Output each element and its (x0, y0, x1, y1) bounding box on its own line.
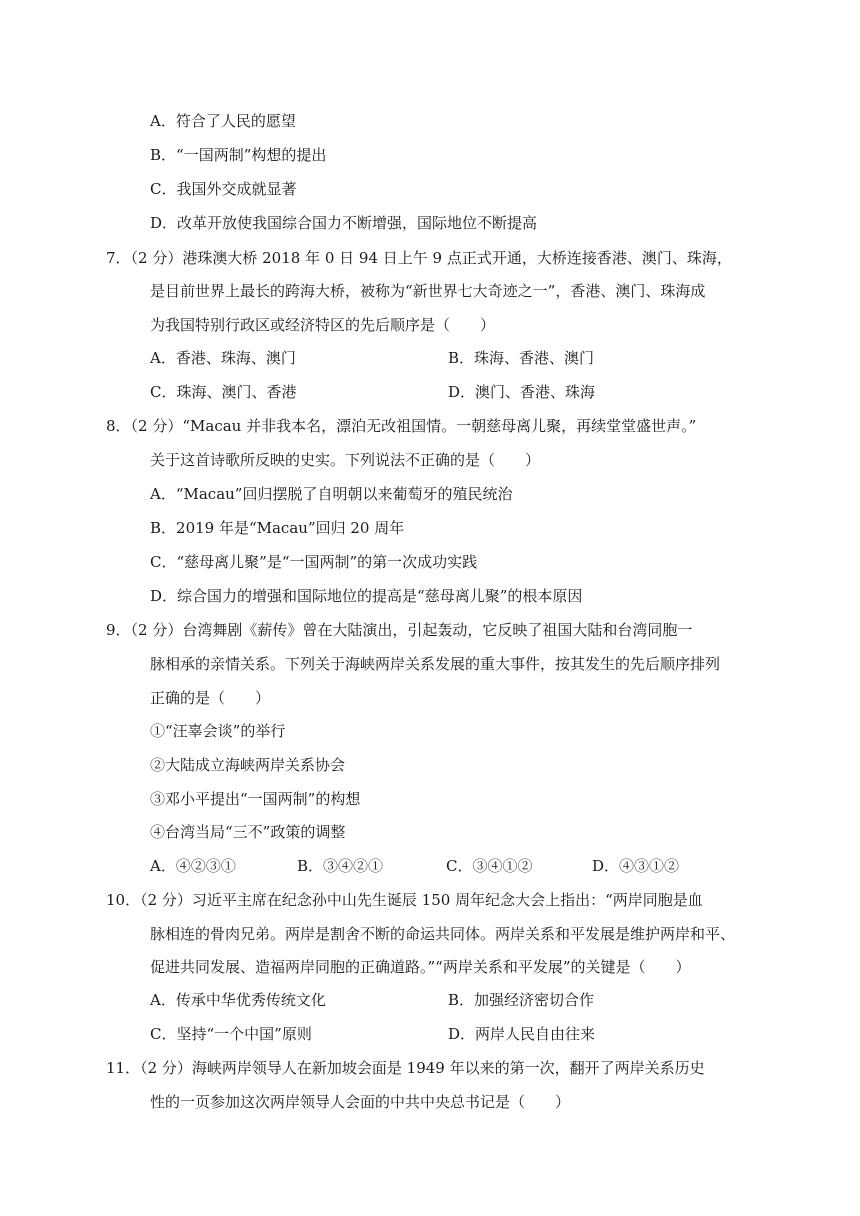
q8-option-a: A．“Macau”回归摆脱了自明朝以来葡萄牙的殖民统治 (150, 485, 513, 503)
q10-option-c: C．坚持“一个中国”原则 (150, 1025, 312, 1043)
q9-stem-line-1: 9．（2 分）台湾舞剧《薪传》曾在大陆演出，引起轰动，它反映了祖国大陆和台湾同胞一 (106, 621, 693, 639)
q10-stem-line-1: 10．（2 分）习近平主席在纪念孙中山先生诞辰 150 周年纪念大会上指出：“两岸同胞是血 (106, 891, 703, 909)
q9-option-b: B．③④②① (297, 857, 384, 875)
q9-item-2: ②大陆成立海峡两岸关系协会 (150, 756, 346, 774)
q7-option-c: C．珠海、澳门、香港 (150, 383, 297, 401)
q7-option-d: D．澳门、香港、珠海 (448, 383, 596, 401)
q10-stem-line-3: 促进共同发展、造福两岸同胞的正确道路。”“两岸关系和平发展”的关键是（ ） (150, 958, 691, 976)
q7-option-b: B．珠海、香港、澳门 (448, 349, 595, 367)
q10-option-d: D．两岸人民自由往来 (448, 1025, 596, 1043)
q7-stem-line-2: 是目前世界上最长的跨海大桥，被称为“新世界七大奇迹之一”，香港、澳门、珠海成 (150, 282, 706, 300)
q11-stem-line-2: 性的一页参加这次两岸领导人会面的中共中央总书记是（ ） (150, 1093, 571, 1111)
q8-stem-line-2: 关于这首诗歌所反映的史实。下列说法不正确的是（ ） (150, 451, 541, 469)
q9-option-c: C．③④①② (446, 857, 533, 875)
q8-stem-line-1: 8．（2 分）“Macau 并非我本名，漂泊无改祖国情。一朝慈母离儿聚，再续堂堂盛世声。” (106, 417, 697, 435)
q9-option-d: D．④③①② (592, 857, 680, 875)
q8-option-d: D．综合国力的增强和国际地位的提高是“慈母离儿聚”的根本原因 (150, 587, 583, 605)
q6-option-b: B．“一国两制”构想的提出 (150, 146, 327, 164)
q8-option-b: B．2019 年是“Macau”回归 20 周年 (150, 519, 405, 537)
q11-stem-line-1: 11．（2 分）海峡两岸领导人在新加坡会面是 1949 年以来的第一次，翻开了两岸关系历史 (106, 1059, 705, 1077)
q9-item-4: ④台湾当局“三不”政策的调整 (150, 823, 346, 841)
q8-option-c: C．“慈母离儿聚”是“一国两制”的第一次成功实践 (150, 553, 478, 571)
q6-option-c: C．我国外交成就显著 (150, 180, 297, 198)
q9-stem-line-3: 正确的是（ ） (150, 689, 271, 707)
q7-option-a: A．香港、珠海、澳门 (150, 349, 296, 367)
q6-option-a: A．符合了人民的愿望 (150, 112, 296, 130)
q9-option-a: A．④②③① (150, 857, 236, 875)
q9-stem-line-2: 脉相承的亲情关系。下列关于海峡两岸关系发展的重大事件，按其发生的先后顺序排列 (150, 655, 721, 673)
q9-item-3: ③邓小平提出“一国两制”的构想 (150, 790, 361, 808)
q10-option-b: B．加强经济密切合作 (448, 991, 595, 1009)
q10-stem-line-2: 脉相连的骨肉兄弟。两岸是割舍不断的命运共同体。两岸关系和平发展是维护两岸和平、 (150, 925, 736, 943)
q7-stem-line-1: 7．（2 分）港珠澳大桥 2018 年 0 日 94 日上午 9 点正式开通，大桥连接香港、澳门、珠海， (106, 249, 732, 267)
q9-item-1: ①“汪辜会谈”的举行 (150, 722, 286, 740)
q6-option-d: D．改革开放使我国综合国力不断增强，国际地位不断提高 (150, 214, 538, 232)
q10-option-a: A．传承中华优秀传统文化 (150, 991, 326, 1009)
q7-stem-line-3: 为我国特别行政区或经济特区的先后顺序是（ ） (150, 316, 496, 334)
